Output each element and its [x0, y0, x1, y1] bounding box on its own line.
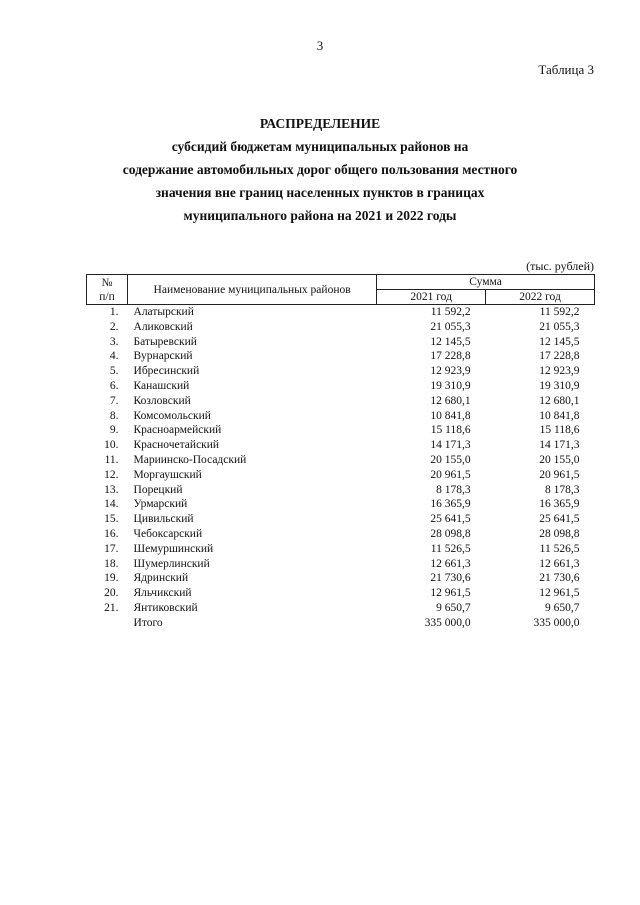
row-value-2021: 17 228,8	[430, 350, 471, 363]
table-row	[87, 438, 595, 453]
row-value-2021: 11 526,5	[430, 542, 471, 555]
table-row	[87, 349, 595, 364]
row-value-2021: 8 178,3	[436, 483, 471, 496]
row-value-2021: 14 171,3	[430, 439, 471, 452]
row-value-2022: 12 680,1	[539, 394, 580, 407]
row-value-2022: 15 118,6	[539, 424, 580, 437]
header-sum: Сумма	[377, 275, 595, 290]
table-row	[87, 601, 595, 616]
row-district-name: Алатырский	[133, 306, 194, 318]
title-line: содержание автомобильных дорог общего пользования местного	[122, 162, 518, 177]
row-district-name: Итого	[133, 616, 163, 629]
distribution-table	[86, 274, 595, 631]
header-number-line2: п/п	[99, 290, 115, 303]
row-number: 15.	[104, 513, 119, 526]
table-row	[87, 468, 595, 483]
row-number: 6.	[109, 379, 119, 392]
row-number: 2.	[109, 320, 119, 333]
row-number: 10.	[104, 439, 119, 452]
row-district-name: Цивильский	[133, 513, 194, 526]
row-number: 16.	[104, 527, 119, 540]
row-district-name: Комсомольский	[133, 409, 211, 422]
row-value-2022: 21 730,6	[539, 572, 580, 585]
row-number: 11.	[104, 453, 119, 466]
header-district-name: Наименование муниципальных районов	[128, 275, 377, 305]
row-value-2021: 12 961,5	[430, 587, 471, 600]
table-row	[87, 586, 595, 601]
row-value-2022: 12 661,3	[539, 557, 580, 570]
table-row	[87, 497, 595, 512]
header-number-line1: №	[101, 276, 113, 289]
row-value-2021: 20 155,0	[430, 453, 471, 466]
row-value-2021: 12 661,3	[430, 557, 471, 570]
row-number: 17.	[104, 542, 119, 555]
row-value-2021: 21 730,6	[430, 572, 471, 585]
row-value-2021: 12 145,5	[430, 335, 471, 348]
row-number: 20.	[104, 587, 119, 600]
row-district-name: Моргаушский	[133, 468, 202, 481]
table-row	[87, 335, 595, 350]
row-district-name: Урмарский	[133, 498, 188, 511]
table-row	[87, 483, 595, 498]
row-district-name: Батыревский	[133, 335, 197, 348]
row-number: 14.	[104, 498, 119, 511]
table-row	[87, 527, 595, 542]
title-line: муниципального района на 2021 и 2022 годы	[183, 208, 457, 223]
row-district-name: Ибресинский	[133, 365, 200, 378]
row-number: 19.	[104, 572, 119, 585]
row-value-2021: 25 641,5	[430, 513, 471, 526]
row-number: 18.	[104, 557, 119, 570]
row-value-2022: 10 841,8	[539, 409, 580, 422]
row-district-name: Красночетайский	[133, 439, 220, 452]
row-value-2021: 16 365,9	[430, 498, 471, 511]
row-number: 8.	[109, 409, 119, 422]
header-number	[87, 275, 128, 305]
page-number: 3	[316, 38, 324, 53]
title-heading: РАСПРЕДЕЛЕНИЕ	[259, 116, 381, 131]
header-year-2021: 2021 год	[377, 290, 486, 305]
row-value-2022: 17 228,8	[539, 350, 580, 363]
row-number: 9.	[109, 424, 119, 437]
row-value-2022: 12 923,9	[539, 365, 580, 378]
row-district-name: Ядринский	[133, 572, 189, 585]
row-value-2022: 8 178,3	[545, 483, 580, 496]
row-value-2022: 335 000,0	[533, 616, 580, 629]
row-district-name: Шумерлинский	[133, 557, 210, 570]
row-value-2022: 20 155,0	[539, 453, 580, 466]
row-district-name: Канашский	[133, 379, 190, 392]
row-value-2022: 9 650,7	[545, 601, 580, 614]
row-value-2022: 12 145,5	[539, 335, 580, 348]
row-value-2022: 20 961,5	[539, 468, 580, 481]
row-value-2022: 19 310,9	[539, 379, 580, 392]
row-number: 21.	[104, 601, 119, 614]
table-row	[87, 379, 595, 394]
row-value-2021: 28 098,8	[430, 527, 471, 540]
row-value-2022: 25 641,5	[539, 513, 580, 526]
row-value-2022: 11 592,2	[539, 306, 580, 318]
row-number: 13.	[104, 483, 119, 496]
table-row	[87, 571, 595, 586]
row-value-2021: 15 118,6	[430, 424, 471, 437]
row-value-2022: 12 961,5	[539, 587, 580, 600]
units-note: (тыс. рублей)	[526, 259, 594, 273]
row-district-name: Янтиковский	[133, 601, 198, 614]
row-value-2022: 14 171,3	[539, 439, 580, 452]
table-row	[87, 320, 595, 335]
row-number	[87, 616, 128, 631]
row-value-2021: 9 650,7	[436, 601, 471, 614]
header-year-2022: 2022 год	[486, 290, 595, 305]
row-district-name: Красноармейский	[133, 424, 222, 437]
row-value-2021: 12 680,1	[430, 394, 471, 407]
row-value-2021: 11 592,2	[430, 306, 471, 318]
row-number: 5.	[109, 365, 119, 378]
row-number: 3.	[109, 335, 119, 348]
table-row	[87, 512, 595, 527]
table-row	[87, 423, 595, 438]
row-district-name: Шемуршинский	[133, 542, 214, 555]
row-number: 1.	[109, 306, 119, 318]
table-label: Таблица 3	[538, 62, 594, 77]
row-district-name: Аликовский	[133, 320, 193, 333]
row-district-name: Мариинско-Посадский	[133, 453, 247, 466]
row-district-name: Козловский	[133, 394, 191, 407]
row-value-2021: 12 923,9	[430, 365, 471, 378]
table-row	[87, 542, 595, 557]
row-district-name: Вурнарский	[133, 350, 193, 363]
title-line: значения вне границ населенных пунктов в границах	[155, 185, 485, 200]
document-title	[60, 112, 580, 227]
row-value-2021: 20 961,5	[430, 468, 471, 481]
table-row	[87, 557, 595, 572]
row-value-2021: 335 000,0	[424, 616, 471, 629]
row-district-name: Яльчикский	[133, 587, 192, 600]
title-line: субсидий бюджетам муниципальных районов на	[171, 139, 469, 154]
row-value-2021: 19 310,9	[430, 379, 471, 392]
table-row	[87, 364, 595, 379]
table-body	[87, 305, 595, 631]
row-number: 12.	[104, 468, 119, 481]
table-row	[87, 409, 595, 424]
table-row	[87, 453, 595, 468]
row-value-2022: 21 055,3	[539, 320, 580, 333]
row-number: 4.	[109, 350, 119, 363]
row-value-2021: 21 055,3	[430, 320, 471, 333]
row-district-name: Порецкий	[133, 483, 183, 496]
table-header	[87, 275, 595, 305]
row-district-name: Чебоксарский	[133, 527, 203, 540]
row-number: 7.	[109, 394, 119, 407]
row-value-2021: 10 841,8	[430, 409, 471, 422]
table-row	[87, 616, 595, 631]
row-value-2022: 16 365,9	[539, 498, 580, 511]
row-value-2022: 28 098,8	[539, 527, 580, 540]
table-row	[87, 305, 595, 320]
table-row	[87, 394, 595, 409]
row-value-2022: 11 526,5	[539, 542, 580, 555]
